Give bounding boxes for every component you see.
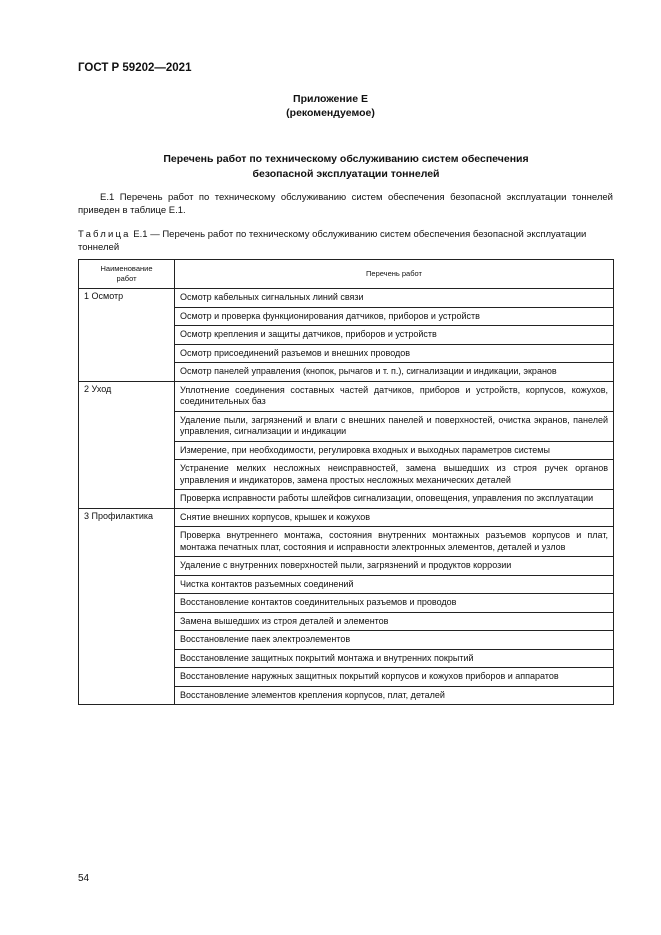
table-body <box>79 289 614 705</box>
document-header: ГОСТ Р 59202—2021 <box>78 62 192 74</box>
work-cell: Удаление пыли, загрязнений и влаги с внешних панелей и поверхностей, очистка экранов, панелей управления, сигнализации и индикации <box>175 411 614 441</box>
page-number: 54 <box>78 873 90 884</box>
category-cell: 3 Профилактика <box>79 508 175 705</box>
works-table <box>78 259 614 705</box>
work-cell: Устранение мелких несложных неисправностей, замена вышедших из строя ручек органов управления и индикаторов, замена простых несложных механических деталей <box>175 460 614 490</box>
table-row <box>79 289 614 308</box>
work-cell: Проверка исправности работы шлейфов сигнализации, оповещения, управления по эксплуатации <box>175 490 614 509</box>
category-cell: 1 Осмотр <box>79 289 175 382</box>
table-caption <box>78 228 613 254</box>
work-cell: Чистка контактов разъемных соединений <box>175 575 614 594</box>
work-cell: Восстановление наружных защитных покрытий корпусов и кожухов приборов и аппаратов <box>175 668 614 687</box>
appendix-note: (рекомендуемое) <box>286 107 375 119</box>
work-cell: Снятие внешних корпусов, крышек и кожухов <box>175 508 614 527</box>
intro-paragraph: Е.1 Перечень работ по техническому обслуживанию систем обеспечения безопасной эксплуатации тоннелей приведен в таблице Е.1. <box>78 192 613 216</box>
work-cell: Замена вышедших из строя деталей и элементов <box>175 612 614 631</box>
appendix-title: Приложение Е <box>293 93 368 105</box>
work-cell: Осмотр панелей управления (кнопок, рычагов и т. п.), сигнализации и индикации, экранов <box>175 363 614 382</box>
section-title-line-1: Перечень работ по техническому обслуживанию систем обеспечения <box>163 153 529 165</box>
work-cell: Восстановление защитных покрытий монтажа и внутренних покрытий <box>175 649 614 668</box>
header-works: Перечень работ <box>175 260 614 289</box>
table-header-row <box>79 260 614 289</box>
work-cell: Измерение, при необходимости, регулировка входных и выходных параметров системы <box>175 441 614 460</box>
table-caption-text: Е.1 — Перечень работ по техническому обслуживанию систем обеспечения безопасной эксплуатации тоннелей <box>78 229 587 253</box>
work-cell: Осмотр присоединений разъемов и внешних проводов <box>175 344 614 363</box>
section-title-line-2: безопасной эксплуатации тоннелей <box>252 168 440 180</box>
work-cell: Восстановление паек электроэлементов <box>175 631 614 650</box>
appendix-heading <box>0 92 661 120</box>
table-row <box>79 381 614 411</box>
header-category: Наименование работ <box>79 260 175 289</box>
section-title <box>0 152 661 182</box>
work-cell: Осмотр крепления и защиты датчиков, приборов и устройств <box>175 326 614 345</box>
work-cell: Восстановление элементов крепления корпусов, плат, деталей <box>175 686 614 705</box>
work-cell: Восстановление контактов соединительных разъемов и проводов <box>175 594 614 613</box>
work-cell: Осмотр и проверка функционирования датчиков, приборов и устройств <box>175 307 614 326</box>
work-cell: Проверка внутреннего монтажа, состояния внутренних монтажных разъемов корпусов и плат, монтажа печатных плат, состояния и исправности электронных элементов, деталей и узлов <box>175 527 614 557</box>
work-cell: Осмотр кабельных сигнальных линий связи <box>175 289 614 308</box>
category-cell: 2 Уход <box>79 381 175 508</box>
table-row <box>79 508 614 527</box>
work-cell: Уплотнение соединения составных частей датчиков, приборов и устройств, корпусов, кожухов, соединительных баз <box>175 381 614 411</box>
table-caption-label: Таблица <box>78 229 131 240</box>
work-cell: Удаление с внутренних поверхностей пыли, загрязнений и продуктов коррозии <box>175 557 614 576</box>
